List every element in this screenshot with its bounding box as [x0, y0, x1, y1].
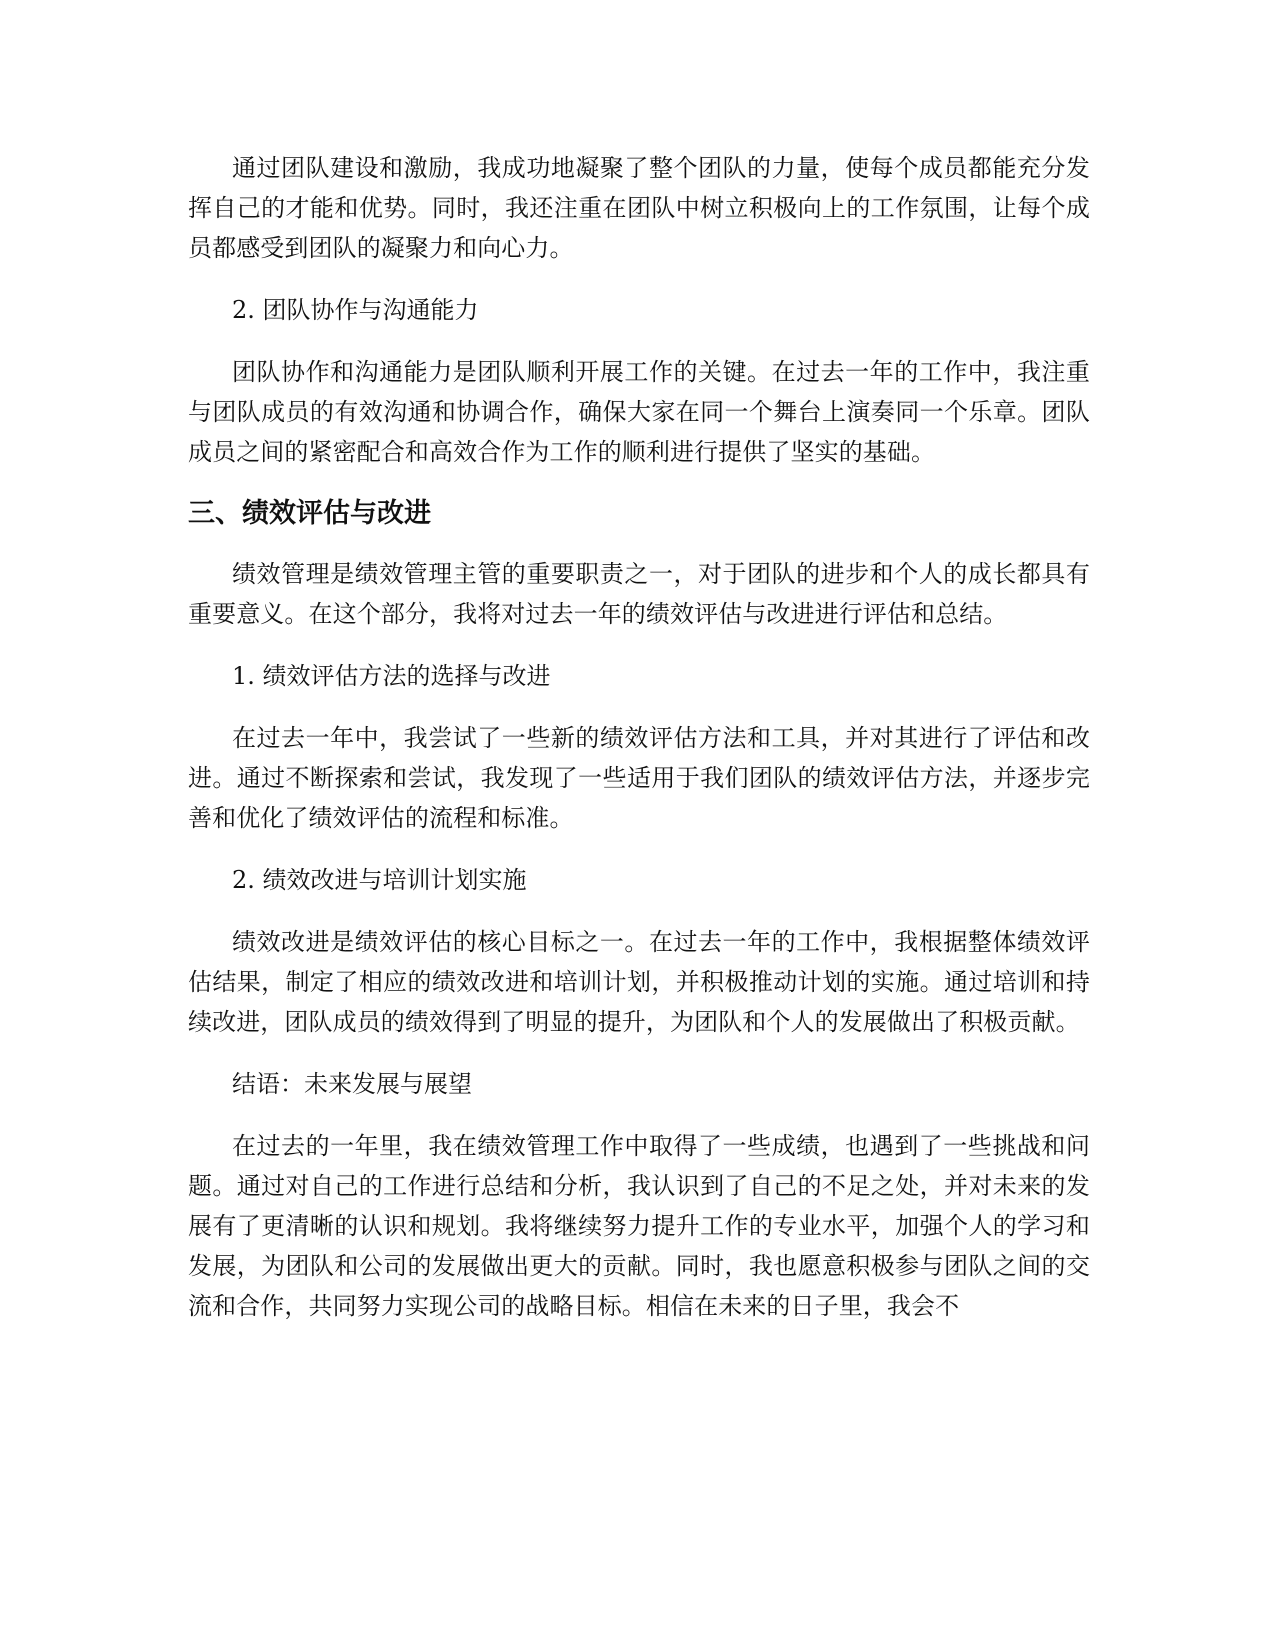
subheading-training-plan: 2. 绩效改进与培训计划实施 — [232, 866, 527, 894]
subheading-evaluation-methods: 1. 绩效评估方法的选择与改进 — [232, 662, 551, 690]
paragraph-evaluation-methods: 在过去一年中，我尝试了一些新的绩效评估方法和工具，并对其进行了评估和改进。通过不断探索和尝试，我发现了一些适用于我们团队的绩效评估方法，并逐步完善和优化了绩效评估的流程和标准。 — [188, 724, 1090, 832]
subheading-conclusion: 结语：未来发展与展望 — [232, 1070, 472, 1098]
paragraph-performance-intro: 绩效管理是绩效管理主管的重要职责之一，对于团队的进步和个人的成长都具有重要意义。在这个部分，我将对过去一年的绩效评估与改进进行评估和总结。 — [188, 560, 1090, 628]
section-title-performance: 三、绩效评估与改进 — [188, 498, 431, 529]
paragraph-training-plan: 绩效改进是绩效评估的核心目标之一。在过去一年的工作中，我根据整体绩效评估结果，制定了相应的绩效改进和培训计划，并积极推动计划的实施。通过培训和持续改进，团队成员的绩效得到了明显的提升，为团队和个人的发展做出了积极贡献。 — [188, 928, 1090, 1036]
document-body — [188, 148, 1090, 1348]
paragraph-team-building: 通过团队建设和激励，我成功地凝聚了整个团队的力量，使每个成员都能充分发挥自己的才能和优势。同时，我还注重在团队中树立积极向上的工作氛围，让每个成员都感受到团队的凝聚力和向心力。 — [188, 154, 1090, 262]
paragraph-team-collaboration: 团队协作和沟通能力是团队顺利开展工作的关键。在过去一年的工作中，我注重与团队成员的有效沟通和协调合作，确保大家在同一个舞台上演奏同一个乐章。团队成员之间的紧密配合和高效合作为工作的顺利进行提供了坚实的基础。 — [188, 358, 1090, 466]
paragraph-conclusion: 在过去的一年里，我在绩效管理工作中取得了一些成绩，也遇到了一些挑战和问题。通过对自己的工作进行总结和分析，我认识到了自己的不足之处，并对未来的发展有了更清晰的认识和规划。我将继续努力提升工作的专业水平，加强个人的学习和发展，为团队和公司的发展做出更大的贡献。同时，我也愿意积极参与团队之间的交流和合作，共同努力实现公司的战略目标。相信在未来的日子里，我会不 — [188, 1132, 1090, 1320]
subheading-team-collaboration: 2. 团队协作与沟通能力 — [232, 296, 479, 324]
